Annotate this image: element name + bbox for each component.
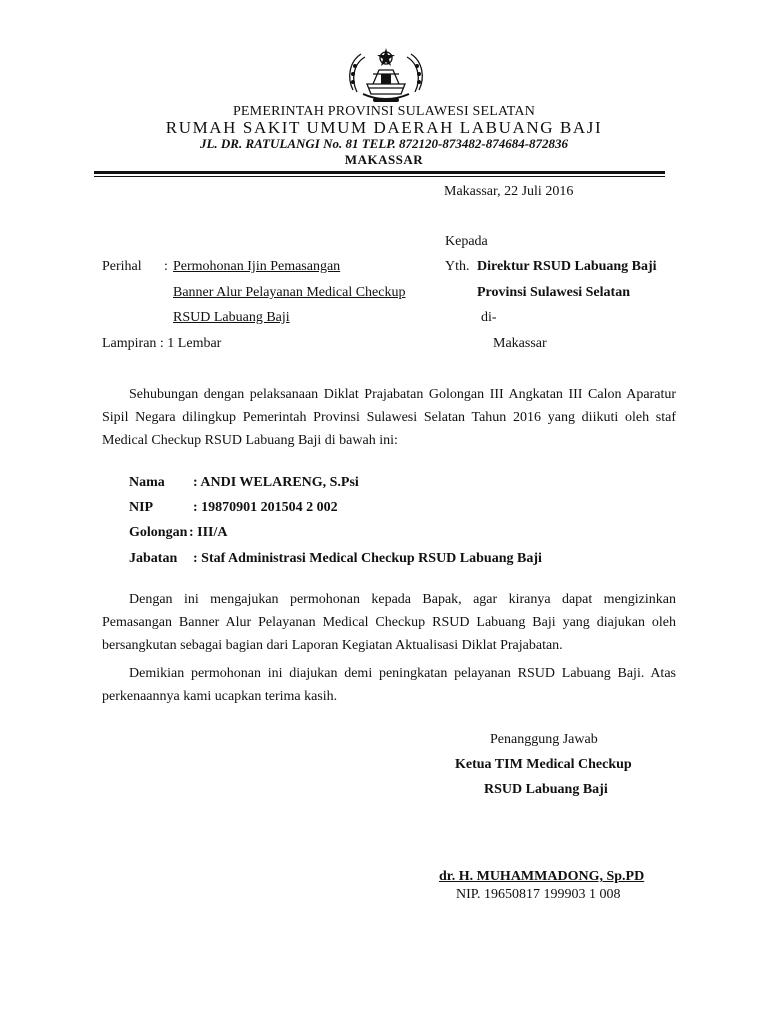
recipient-line-4: Makassar — [493, 336, 547, 351]
province-emblem-logo — [343, 44, 429, 108]
letter-date: Makassar, 22 Juli 2016 — [444, 184, 574, 199]
recipient-line-2: Provinsi Sulawesi Selatan — [477, 285, 630, 300]
paragraph-opening-text: Sehubungan dengan pelaksanaan Diklat Prajabatan Golongan III Angkatan III Calon Aparatur Sipil Negara dilingkup Pemerintah Provinsi Sulawesi Selatan Tahun 2016 yang diikuti oleh staf Medical Checkup RSUD Labuang Baji di bawah ini: — [102, 387, 676, 448]
signature-title-2: RSUD Labuang Baji — [484, 782, 608, 797]
identity-value-jabatan: : Staf Administrasi Medical Checkup RSUD Labuang Baji — [193, 551, 542, 566]
lampiran: Lampiran : 1 Lembar — [102, 336, 222, 351]
paragraph-request-text: Dengan ini mengajukan permohonan kepada Bapak, agar kiranya dapat mengizinkan Pemasangan Banner Alur Pelayanan Medical Checkup RSUD Labuang Baji yang diajukan oleh bersangkutan sebagai bagian dari Laporan Kegiatan Aktualisasi Diklat Prajabatan. — [102, 592, 676, 653]
perihal-label: Perihal — [102, 259, 142, 274]
signature-nip: NIP. 19650817 199903 1 008 — [456, 887, 621, 902]
perihal-line-3: RSUD Labuang Baji — [173, 310, 290, 325]
paragraph-closing — [102, 662, 676, 708]
identity-label-golongan: Golongan — [129, 525, 188, 540]
signature-title-1: Ketua TIM Medical Checkup — [455, 757, 632, 772]
paragraph-request — [102, 588, 676, 657]
recipient-yth: Yth. — [445, 259, 470, 274]
letterhead-thin-rule — [94, 176, 665, 177]
letterhead-thick-rule — [94, 171, 665, 174]
identity-value-nip: : 19870901 201504 2 002 — [193, 500, 338, 515]
identity-value-nama: : ANDI WELARENG, S.Psi — [193, 475, 359, 490]
letterhead-city: MAKASSAR — [344, 152, 424, 167]
perihal-colon: : — [164, 259, 168, 274]
signature-role: Penanggung Jawab — [490, 732, 598, 747]
signature-name: dr. H. MUHAMMADONG, Sp.PD — [439, 869, 645, 884]
identity-label-nama: Nama — [129, 475, 165, 490]
perihal-line-1: Permohonan Ijin Pemasangan — [173, 259, 341, 274]
identity-label-jabatan: Jabatan — [129, 551, 178, 566]
paragraph-opening — [102, 383, 676, 452]
recipient-kepada: Kepada — [445, 234, 488, 249]
paragraph-closing-text: Demikian permohonan ini diajukan demi peningkatan pelayanan RSUD Labuang Baji. Atas perkenaannya kami ucapkan terima kasih. — [102, 666, 676, 704]
perihal-line-2: Banner Alur Pelayanan Medical Checkup — [173, 285, 406, 300]
recipient-line-3: di- — [481, 310, 497, 325]
identity-label-nip: NIP — [129, 500, 154, 515]
identity-value-golongan: : III/A — [189, 525, 228, 540]
letterhead-address: JL. DR. RATULANGI No. 81 TELP. 872120-873482-874684-872836 — [199, 136, 569, 151]
letterhead-government: PEMERINTAH PROVINSI SULAWESI SELATAN — [232, 104, 536, 119]
letterhead-hospital-name: RUMAH SAKIT UMUM DAERAH LABUANG BAJI — [165, 118, 603, 137]
recipient-line-1: Direktur RSUD Labuang Baji — [477, 259, 657, 274]
